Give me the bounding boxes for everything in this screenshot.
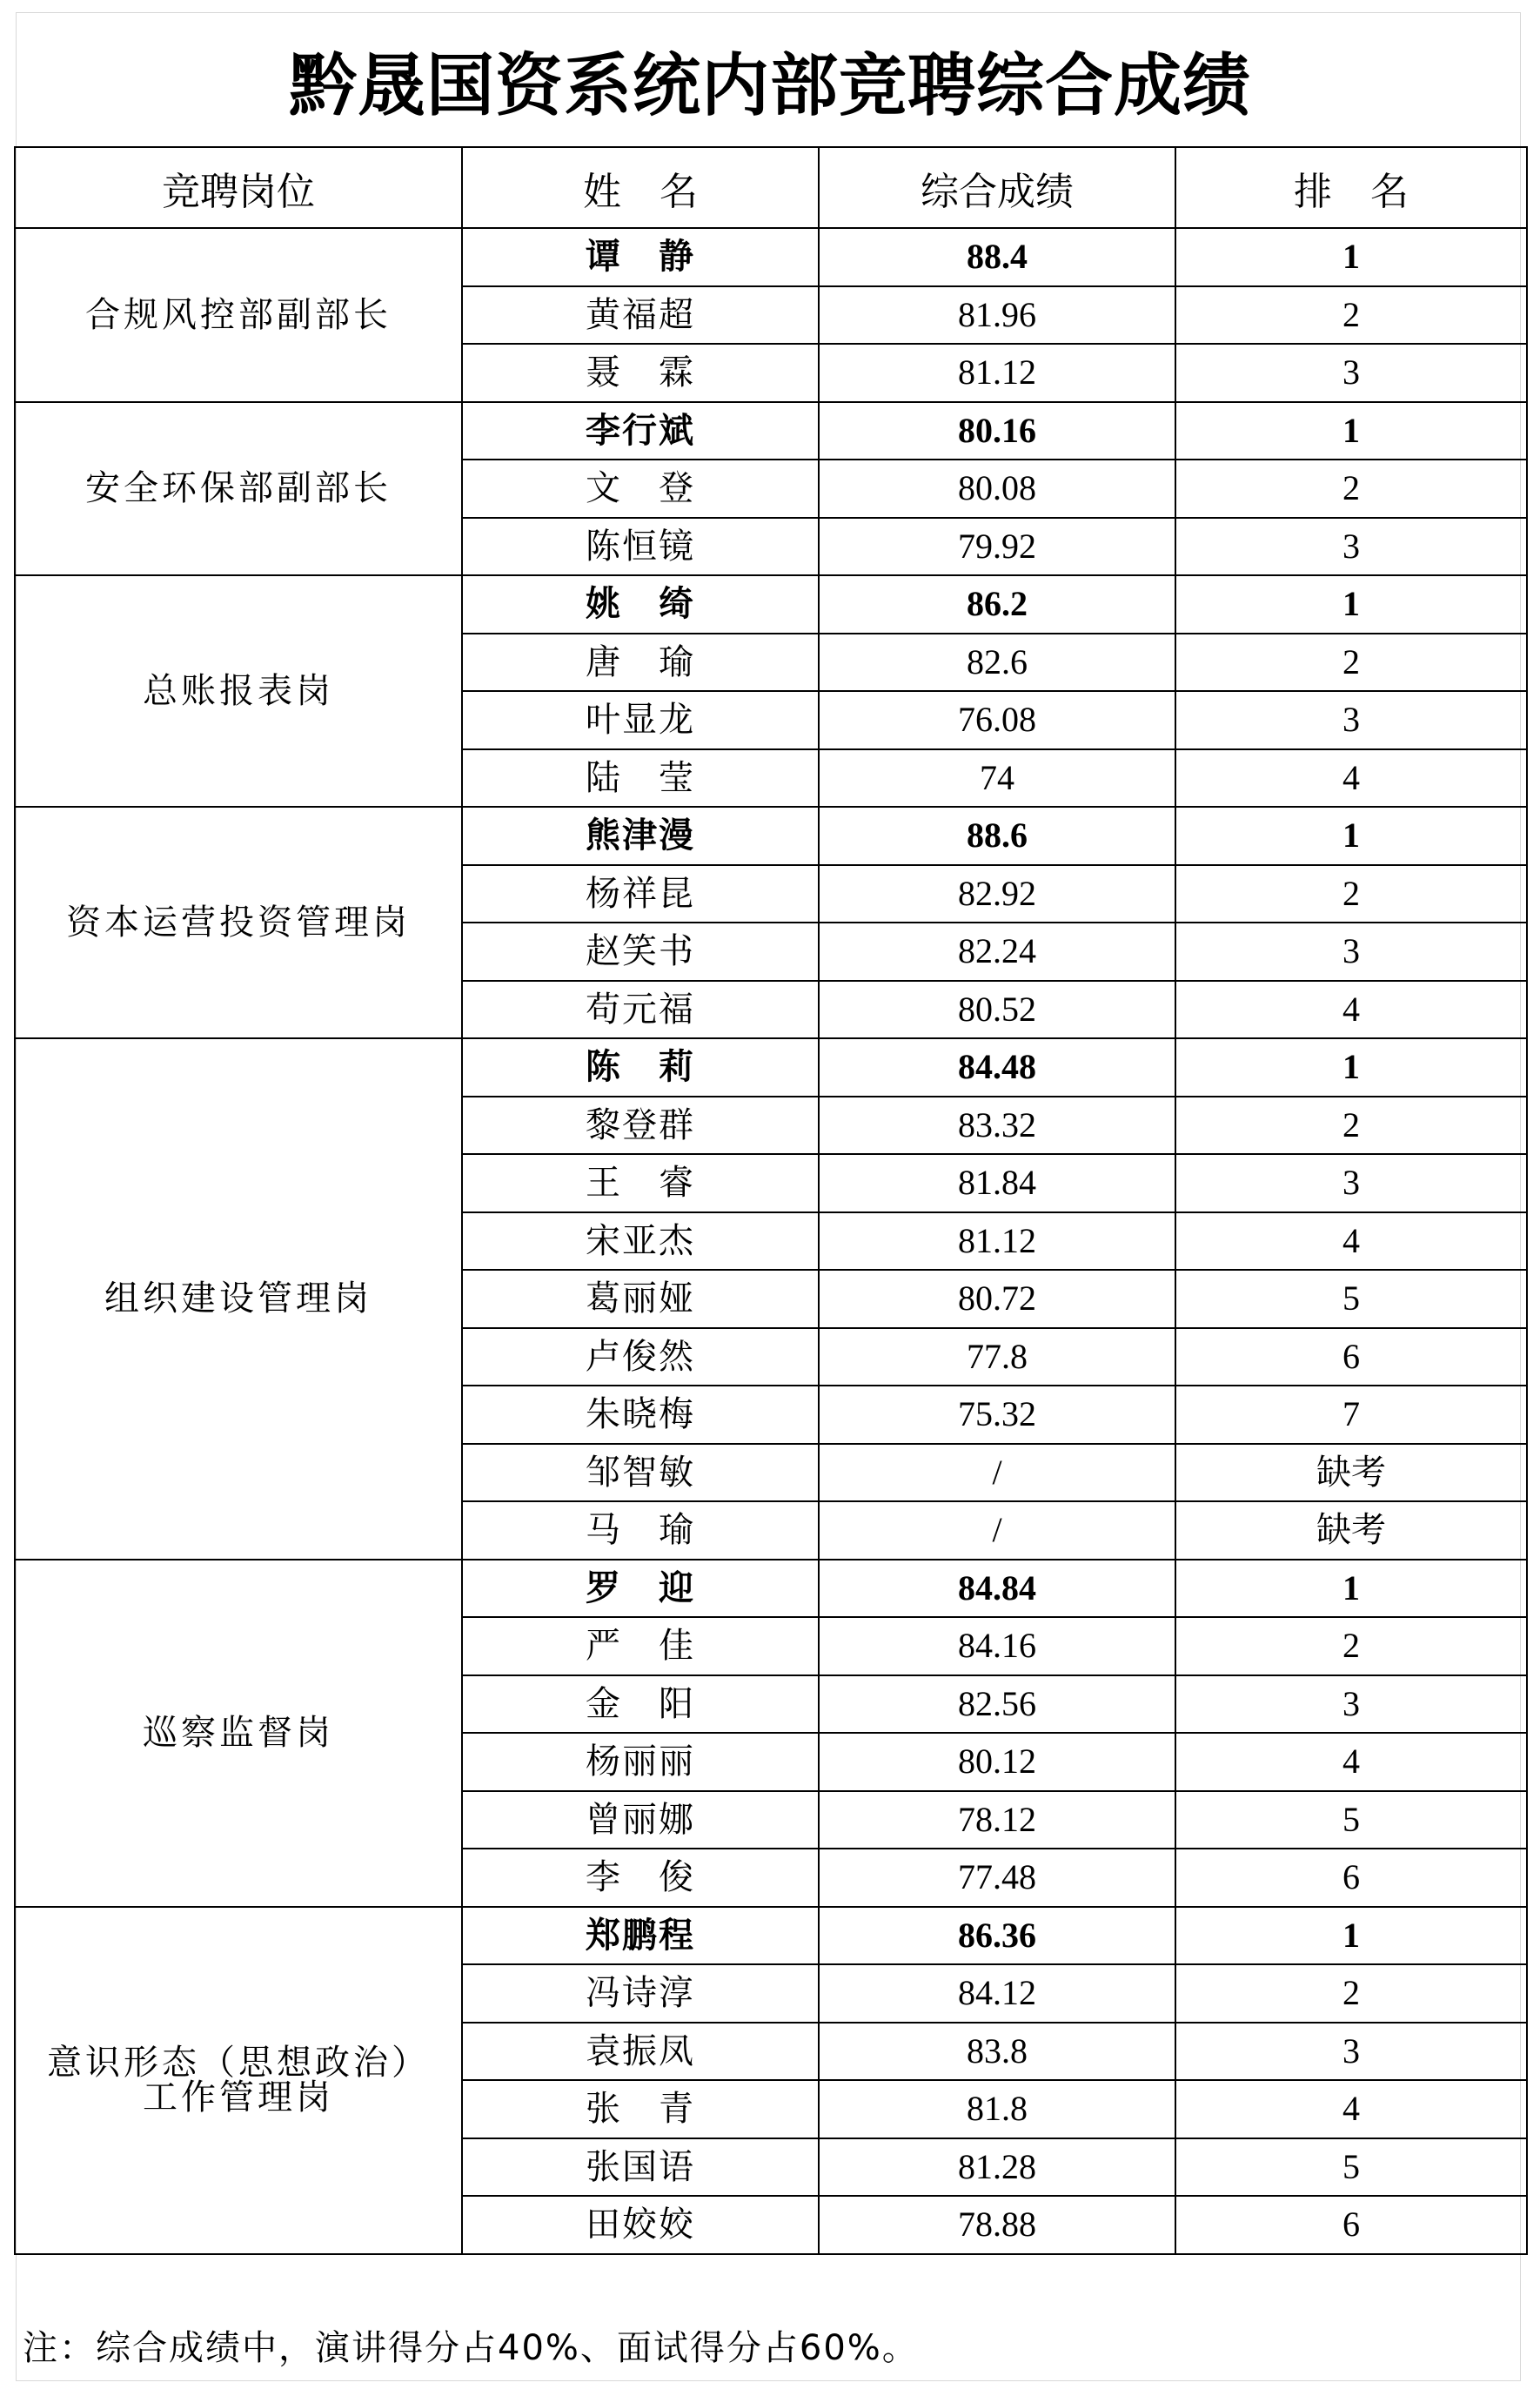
score-cell: 82.6	[819, 634, 1175, 692]
score-cell: 86.2	[819, 575, 1175, 634]
name-cell: 李 俊	[462, 1849, 819, 1907]
rank-cell: 4	[1175, 1733, 1527, 1791]
score-cell: 81.12	[819, 344, 1175, 402]
name-cell: 黄福超	[462, 286, 819, 345]
position-label: 巡察监督岗	[143, 1713, 334, 1753]
score-cell: 80.52	[819, 981, 1175, 1039]
rank-cell: 3	[1175, 2023, 1527, 2081]
name-cell: 杨祥昆	[462, 865, 819, 923]
rank-cell: 3	[1175, 1675, 1527, 1734]
score-cell: /	[819, 1501, 1175, 1560]
name-cell: 陈恒镜	[462, 518, 819, 576]
score-cell: 84.12	[819, 1964, 1175, 2023]
rank-cell: 2	[1175, 634, 1527, 692]
rank-cell: 1	[1175, 807, 1527, 865]
score-cell: 81.8	[819, 2080, 1175, 2138]
rank-cell: 3	[1175, 518, 1527, 576]
name-cell: 叶显龙	[462, 691, 819, 749]
name-cell: 陈 莉	[462, 1038, 819, 1097]
name-cell: 田姣姣	[462, 2196, 819, 2254]
score-cell: 80.16	[819, 402, 1175, 460]
results-table	[14, 146, 1528, 2255]
position-cell	[15, 1907, 462, 2254]
score-cell: 84.48	[819, 1038, 1175, 1097]
rank-cell: 4	[1175, 749, 1527, 808]
rank-cell: 4	[1175, 2080, 1527, 2138]
rank-cell: 2	[1175, 460, 1527, 518]
rank-cell: 缺考	[1175, 1501, 1527, 1560]
rank-cell: 3	[1175, 923, 1527, 981]
score-cell: 82.56	[819, 1675, 1175, 1734]
name-cell: 唐 瑜	[462, 634, 819, 692]
score-cell: 84.16	[819, 1617, 1175, 1675]
position-cell	[15, 1560, 462, 1907]
rank-cell: 1	[1175, 1560, 1527, 1618]
header-row	[15, 147, 1527, 228]
score-cell: 76.08	[819, 691, 1175, 749]
score-cell: /	[819, 1444, 1175, 1502]
rank-cell: 6	[1175, 2196, 1527, 2254]
name-cell: 苟元福	[462, 981, 819, 1039]
table-row	[15, 575, 1527, 634]
name-cell: 葛丽娅	[462, 1270, 819, 1328]
score-cell: 79.92	[819, 518, 1175, 576]
header-name: 姓 名	[462, 147, 819, 228]
name-cell: 卢俊然	[462, 1328, 819, 1386]
rank-cell: 1	[1175, 402, 1527, 460]
name-cell: 陆 莹	[462, 749, 819, 808]
name-cell: 冯诗淳	[462, 1964, 819, 2023]
header-score: 综合成绩	[819, 147, 1175, 228]
score-cell: 78.88	[819, 2196, 1175, 2254]
position-label: 资本运营投资管理岗	[66, 903, 411, 943]
name-cell: 王 睿	[462, 1154, 819, 1212]
score-cell: 80.72	[819, 1270, 1175, 1328]
name-cell: 郑鹏程	[462, 1907, 819, 1965]
name-cell: 罗 迎	[462, 1560, 819, 1618]
rank-cell: 7	[1175, 1386, 1527, 1444]
rank-cell: 2	[1175, 1617, 1527, 1675]
score-cell: 88.4	[819, 228, 1175, 286]
rank-cell: 6	[1175, 1328, 1527, 1386]
name-cell: 赵笑书	[462, 923, 819, 981]
name-cell: 黎登群	[462, 1097, 819, 1155]
rank-cell: 4	[1175, 1212, 1527, 1271]
table-row	[15, 228, 1527, 286]
position-cell	[15, 1038, 462, 1560]
name-cell: 姚 绮	[462, 575, 819, 634]
score-cell: 78.12	[819, 1791, 1175, 1849]
rank-cell: 1	[1175, 228, 1527, 286]
rank-cell: 1	[1175, 575, 1527, 634]
rank-cell: 2	[1175, 1964, 1527, 2023]
rank-cell: 5	[1175, 1791, 1527, 1849]
table-body	[15, 228, 1527, 2254]
table-row	[15, 402, 1527, 460]
score-cell: 84.84	[819, 1560, 1175, 1618]
score-cell: 83.8	[819, 2023, 1175, 2081]
name-cell: 曾丽娜	[462, 1791, 819, 1849]
rank-cell: 4	[1175, 981, 1527, 1039]
name-cell: 严 佳	[462, 1617, 819, 1675]
name-cell: 熊津漫	[462, 807, 819, 865]
header-rank: 排 名	[1175, 147, 1527, 228]
name-cell: 杨丽丽	[462, 1733, 819, 1791]
position-cell	[15, 402, 462, 576]
score-cell: 77.8	[819, 1328, 1175, 1386]
name-cell: 文 登	[462, 460, 819, 518]
position-cell	[15, 575, 462, 807]
rank-cell: 2	[1175, 1097, 1527, 1155]
name-cell: 聂 霖	[462, 344, 819, 402]
table-row	[15, 807, 1527, 865]
name-cell: 张国语	[462, 2138, 819, 2197]
rank-cell: 缺考	[1175, 1444, 1527, 1502]
name-cell: 张 青	[462, 2080, 819, 2138]
position-label: 组织建设管理岗	[104, 1279, 372, 1319]
rank-cell: 5	[1175, 1270, 1527, 1328]
score-cell: 74	[819, 749, 1175, 808]
name-cell: 金 阳	[462, 1675, 819, 1734]
score-cell: 81.84	[819, 1154, 1175, 1212]
name-cell: 袁振凤	[462, 2023, 819, 2081]
name-cell: 谭 静	[462, 228, 819, 286]
rank-cell: 1	[1175, 1907, 1527, 1965]
name-cell: 邹智敏	[462, 1444, 819, 1502]
score-cell: 88.6	[819, 807, 1175, 865]
table-row	[15, 1038, 1527, 1097]
score-cell: 75.32	[819, 1386, 1175, 1444]
rank-cell: 3	[1175, 1154, 1527, 1212]
rank-cell: 5	[1175, 2138, 1527, 2197]
rank-cell: 6	[1175, 1849, 1527, 1907]
score-cell: 82.92	[819, 865, 1175, 923]
rank-cell: 1	[1175, 1038, 1527, 1097]
table-row	[15, 1560, 1527, 1618]
position-cell	[15, 228, 462, 402]
name-cell: 马 瑜	[462, 1501, 819, 1560]
score-cell: 81.12	[819, 1212, 1175, 1271]
name-cell: 宋亚杰	[462, 1212, 819, 1271]
header-position: 竞聘岗位	[15, 147, 462, 228]
footnote: 注：综合成绩中，演讲得分占40%、面试得分占60%。	[23, 2328, 919, 2368]
position-label: 安全环保部副部长	[85, 468, 392, 509]
score-cell: 80.12	[819, 1733, 1175, 1791]
position-cell	[15, 807, 462, 1038]
score-cell: 86.36	[819, 1907, 1175, 1965]
name-cell: 李行斌	[462, 402, 819, 460]
rank-cell: 3	[1175, 344, 1527, 402]
score-cell: 83.32	[819, 1097, 1175, 1155]
rank-cell: 2	[1175, 865, 1527, 923]
score-cell: 80.08	[819, 460, 1175, 518]
table-row	[15, 1907, 1527, 1965]
score-cell: 82.24	[819, 923, 1175, 981]
position-label: 总账报表岗	[143, 671, 334, 711]
rank-cell: 3	[1175, 691, 1527, 749]
name-cell: 朱晓梅	[462, 1386, 819, 1444]
document-title: 黔晟国资系统内部竞聘综合成绩	[288, 46, 1251, 125]
score-cell: 81.28	[819, 2138, 1175, 2197]
position-label: 合规风控部副部长	[85, 294, 392, 335]
score-cell: 77.48	[819, 1849, 1175, 1907]
position-label: 意识形态（思想政治） 工作管理岗	[47, 2043, 430, 2117]
rank-cell: 2	[1175, 286, 1527, 345]
score-cell: 81.96	[819, 286, 1175, 345]
